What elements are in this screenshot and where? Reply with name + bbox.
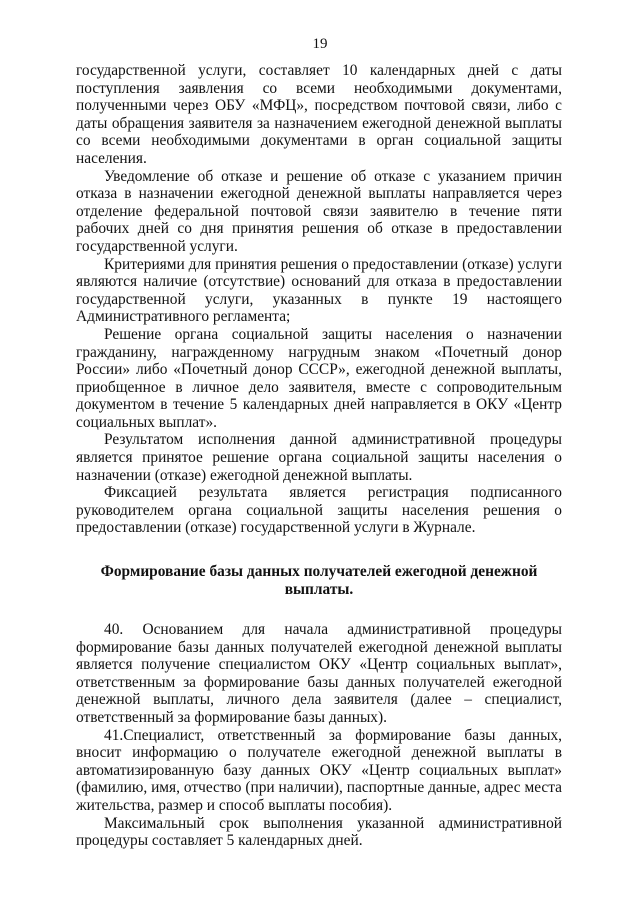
paragraph-40: 40. Основанием для начала административной процедуры формирование базы данных получателей ежегодной денежной выплаты является получение специалистом ОКУ «Центр социальных выплат», ответственным за формирование базы данных получателей ежегодной денежной выплаты, личного дела заявителя (далее – специалист, ответственный за формирование базы данных). — [76, 621, 562, 726]
paragraph-5: Результатом исполнения данной административной процедуры является принятое решение органа социальной защиты населения о назначении (отказе) ежегодной денежной выплаты. — [76, 431, 562, 484]
paragraph-max-term: Максимальный срок выполнения указанной административной процедуры составляет 5 календарных дней. — [76, 814, 562, 850]
document-body — [76, 62, 562, 850]
paragraph-1: государственной услуги, составляет 10 календарных дней с даты поступления заявления со всеми необходимыми документами, полученными через ОБУ «МФЦ», посредством почтовой связи, либо с даты обращения заявителя за назначением ежегодной денежной выплаты со всеми необходимыми документами в орган социальной защиты населения. — [76, 62, 562, 167]
paragraph-4: Решение органа социальной защиты населения о назначении гражданину, награжденному нагрудным знаком «Почетный донор России» либо «Почетный донор СССР», ежегодной денежной выплаты, приобщенное в личное дело заявителя, вместе с сопроводительным документом в течение 5 календарных дней направляется в ОКУ «Центр социальных выплат». — [76, 325, 562, 431]
paragraph-41: 41.Специалист, ответственный за формирование базы данных, вносит информацию о получателе ежегодной денежной выплаты в автоматизированную базу данных ОКУ «Центр социальных выплат» (фамилию, имя, отчество (при наличии), паспортные данные, адрес места жительства, размер и способ выплаты пособия). — [76, 726, 562, 814]
section-heading: Формирование базы данных получателей ежегодной денежной выплаты. — [100, 563, 538, 599]
paragraph-2: Уведомление об отказе и решение об отказе с указанием причин отказа в назначении ежегодной денежной выплаты направляется через отделение федеральной почтовой связи заявителю в течение пяти рабочих дней со дня принятия решения об отказе в предоставлении государственной услуги. — [76, 167, 562, 255]
paragraph-6: Фиксацией результата является регистрация подписанного руководителем органа социальной защиты населения решения о предоставлении (отказе) государственной услуги в Журнале. — [76, 484, 562, 537]
page-number: 19 — [312, 36, 328, 52]
paragraph-3: Критериями для принятия решения о предоставлении (отказе) услуги являются наличие (отсутствие) оснований для отказа в предоставлении государственной услуги, указанных в пункте 19 настоящего Административного регламента; — [76, 255, 562, 326]
